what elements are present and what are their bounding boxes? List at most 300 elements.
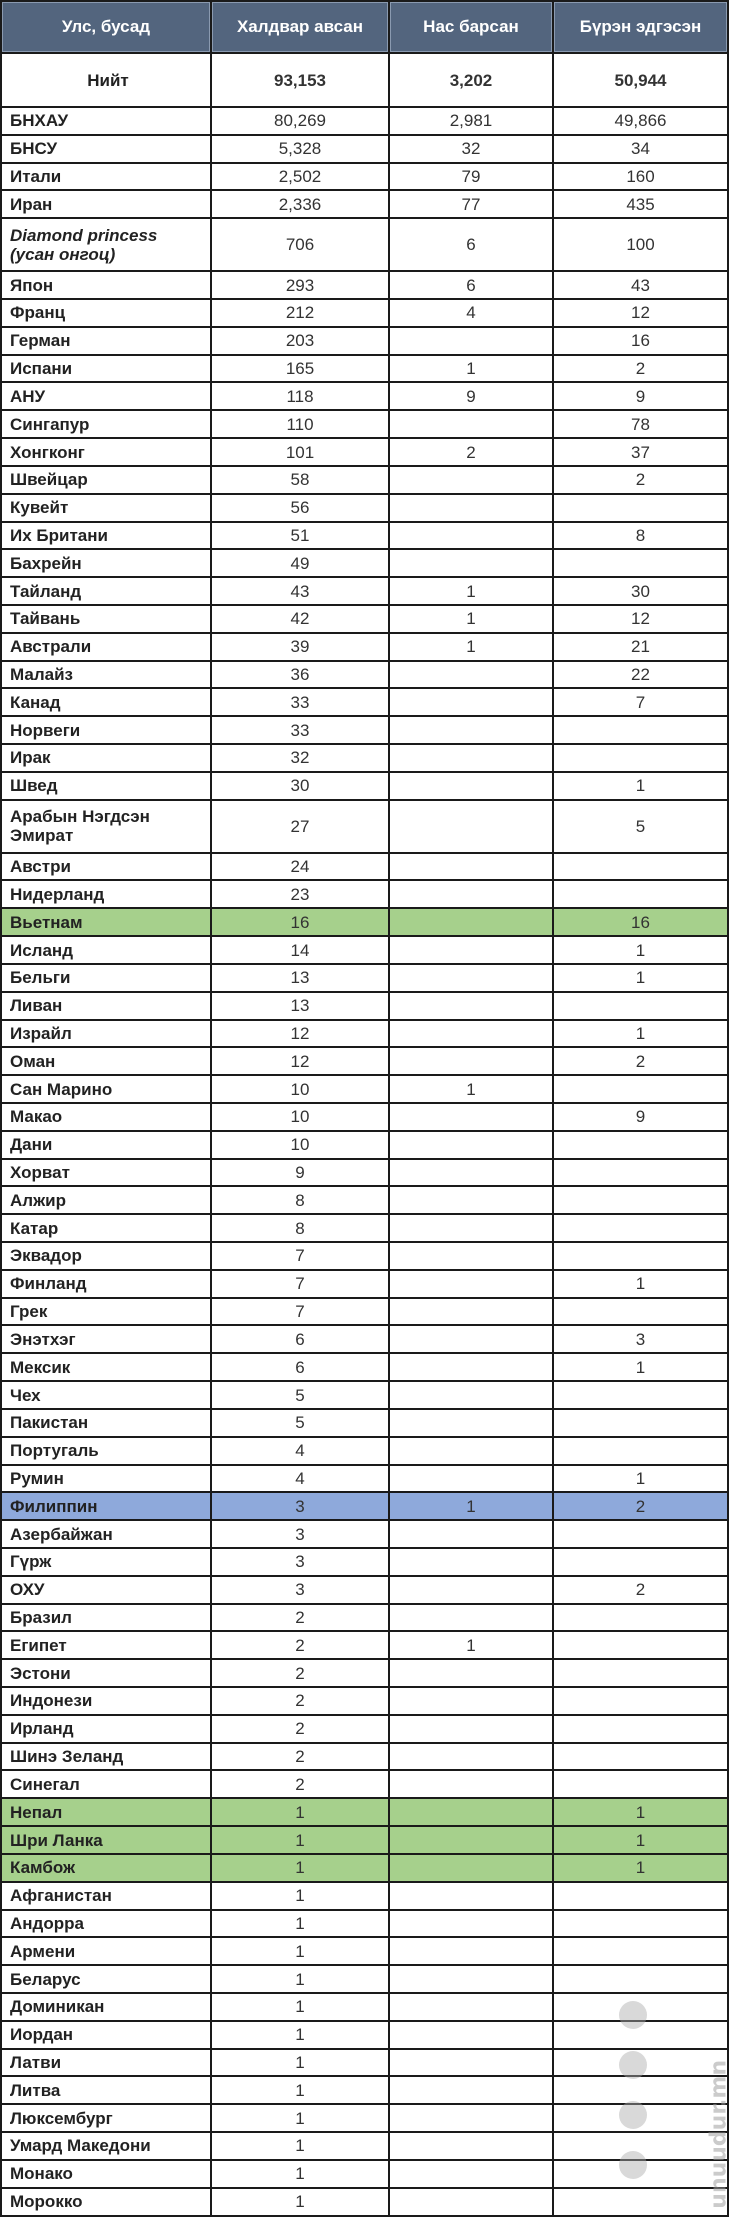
total-label: Нийт (2, 54, 212, 108)
cell-country: Эстони (2, 1660, 212, 1688)
cell-died (390, 717, 554, 745)
cell-country: Испани (2, 356, 212, 384)
table-row (2, 717, 729, 745)
cell-infected: 23 (212, 881, 390, 909)
cell-country: Бахрейн (2, 550, 212, 578)
table-row (2, 2105, 729, 2133)
cell-died (390, 523, 554, 551)
table-row (2, 854, 729, 882)
cell-recovered: 435 (554, 191, 729, 219)
cell-recovered: 1 (554, 1354, 729, 1382)
table-row (2, 1911, 729, 1939)
table-row (2, 2050, 729, 2078)
table-row (2, 300, 729, 328)
cell-country: Грек (2, 1299, 212, 1327)
total-died: 3,202 (390, 54, 554, 108)
cell-country: БНСУ (2, 136, 212, 164)
cell-died: 2 (390, 439, 554, 467)
table-row (2, 662, 729, 690)
cell-recovered: 100 (554, 219, 729, 272)
table-row (2, 411, 729, 439)
cell-infected: 27 (212, 801, 390, 854)
cell-died: 1 (390, 606, 554, 634)
cell-recovered: 16 (554, 909, 729, 937)
table-row (2, 1577, 729, 1605)
cell-recovered (554, 1632, 729, 1660)
cell-infected: 1 (212, 1799, 390, 1827)
cell-infected: 6 (212, 1326, 390, 1354)
cell-infected: 706 (212, 219, 390, 272)
cell-recovered (554, 2133, 729, 2161)
cell-country: Афганистан (2, 1883, 212, 1911)
table-row (2, 1243, 729, 1271)
table-row (2, 523, 729, 551)
cell-infected: 2 (212, 1716, 390, 1744)
cell-died (390, 1938, 554, 1966)
cell-country: Хонгконг (2, 439, 212, 467)
cell-country: Бельги (2, 965, 212, 993)
table-row (2, 1410, 729, 1438)
cell-recovered (554, 2077, 729, 2105)
cell-died: 1 (390, 356, 554, 384)
cell-recovered (554, 1688, 729, 1716)
cell-died (390, 1966, 554, 1994)
cell-country: Хорват (2, 1160, 212, 1188)
cell-infected: 43 (212, 578, 390, 606)
cell-infected: 30 (212, 773, 390, 801)
cell-infected: 2,502 (212, 164, 390, 192)
cell-infected: 1 (212, 2189, 390, 2217)
table-row (2, 1382, 729, 1410)
table-row (2, 2077, 729, 2105)
cell-recovered (554, 1132, 729, 1160)
cell-infected: 8 (212, 1187, 390, 1215)
cell-infected: 4 (212, 1438, 390, 1466)
cell-recovered (554, 1299, 729, 1327)
cell-infected: 8 (212, 1215, 390, 1243)
cell-country: Доминикан (2, 1994, 212, 2022)
cell-died (390, 1688, 554, 1716)
cell-recovered (554, 1911, 729, 1939)
header-died: Нас барсан (390, 2, 554, 54)
table-row (2, 689, 729, 717)
table-row (2, 1994, 729, 2022)
cell-died (390, 965, 554, 993)
cell-infected: 39 (212, 634, 390, 662)
cell-died (390, 467, 554, 495)
cell-country: Сингапур (2, 411, 212, 439)
cell-infected: 1 (212, 2133, 390, 2161)
cell-country: Ирак (2, 745, 212, 773)
table-row (2, 495, 729, 523)
cell-died (390, 1104, 554, 1132)
table-row (2, 578, 729, 606)
table-row (2, 1660, 729, 1688)
cell-died (390, 1299, 554, 1327)
table-row (2, 164, 729, 192)
cell-infected: 10 (212, 1076, 390, 1104)
cell-died (390, 909, 554, 937)
cell-country: Филиппин (2, 1493, 212, 1521)
cell-country: Андорра (2, 1911, 212, 1939)
cell-recovered: 1 (554, 965, 729, 993)
cell-country: Diamond princess (усан онгоц) (2, 219, 212, 272)
cell-recovered (554, 1605, 729, 1633)
cell-infected: 1 (212, 2161, 390, 2189)
cell-infected: 33 (212, 717, 390, 745)
cell-country: Бразил (2, 1605, 212, 1633)
cell-country: Вьетнам (2, 909, 212, 937)
cell-died (390, 1021, 554, 1049)
cell-country: Герман (2, 328, 212, 356)
table-row (2, 1493, 729, 1521)
cell-died (390, 2050, 554, 2078)
cell-died (390, 1326, 554, 1354)
table-row (2, 993, 729, 1021)
cell-country: Финланд (2, 1271, 212, 1299)
cell-country: Япон (2, 272, 212, 300)
cell-infected: 3 (212, 1493, 390, 1521)
cell-recovered (554, 1744, 729, 1772)
cell-recovered: 30 (554, 578, 729, 606)
cell-died: 77 (390, 191, 554, 219)
cell-infected: 203 (212, 328, 390, 356)
cell-recovered: 12 (554, 606, 729, 634)
cell-died (390, 1911, 554, 1939)
cell-infected: 2 (212, 1605, 390, 1633)
cell-infected: 2 (212, 1632, 390, 1660)
table-row (2, 937, 729, 965)
table-row (2, 1716, 729, 1744)
cell-infected: 51 (212, 523, 390, 551)
cell-recovered: 3 (554, 1326, 729, 1354)
table-row (2, 965, 729, 993)
cell-country: Литва (2, 2077, 212, 2105)
cell-country: Камбож (2, 1855, 212, 1883)
cell-infected: 56 (212, 495, 390, 523)
cell-recovered (554, 1994, 729, 2022)
cell-recovered (554, 1410, 729, 1438)
cell-recovered (554, 993, 729, 1021)
table-row (2, 1827, 729, 1855)
cell-infected: 5 (212, 1382, 390, 1410)
table-row (2, 2133, 729, 2161)
cell-recovered: 1 (554, 937, 729, 965)
cell-country: Азербайжан (2, 1521, 212, 1549)
cell-recovered (554, 1521, 729, 1549)
table-row (2, 1883, 729, 1911)
cell-recovered (554, 1382, 729, 1410)
cell-died (390, 411, 554, 439)
cell-infected: 1 (212, 2077, 390, 2105)
cell-recovered (554, 1243, 729, 1271)
table-row (2, 1104, 729, 1132)
cell-infected: 1 (212, 2050, 390, 2078)
cell-infected: 3 (212, 1577, 390, 1605)
cell-infected: 212 (212, 300, 390, 328)
cell-recovered: 2 (554, 467, 729, 495)
cell-recovered: 2 (554, 356, 729, 384)
cell-country: Индонези (2, 1688, 212, 1716)
cell-died: 32 (390, 136, 554, 164)
table-row (2, 801, 729, 854)
cell-country: Дани (2, 1132, 212, 1160)
cell-died (390, 1883, 554, 1911)
cell-infected: 1 (212, 1883, 390, 1911)
cell-country: Иордан (2, 2022, 212, 2050)
cell-infected: 5,328 (212, 136, 390, 164)
cell-infected: 10 (212, 1104, 390, 1132)
cell-infected: 4 (212, 1466, 390, 1494)
cell-country: Австри (2, 854, 212, 882)
cell-infected: 1 (212, 1911, 390, 1939)
cell-infected: 49 (212, 550, 390, 578)
cell-recovered: 2 (554, 1493, 729, 1521)
cell-country: Катар (2, 1215, 212, 1243)
cell-country: Нидерланд (2, 881, 212, 909)
cell-died (390, 1382, 554, 1410)
cell-country: Швед (2, 773, 212, 801)
cell-died (390, 1243, 554, 1271)
cell-country: Австрали (2, 634, 212, 662)
cell-infected: 1 (212, 1994, 390, 2022)
table-row (2, 1299, 729, 1327)
cell-died (390, 1660, 554, 1688)
table-row (2, 1632, 729, 1660)
table-row (2, 1938, 729, 1966)
cell-infected: 12 (212, 1021, 390, 1049)
cell-infected: 7 (212, 1299, 390, 1327)
cell-recovered: 1 (554, 1271, 729, 1299)
table-row (2, 467, 729, 495)
cell-recovered: 8 (554, 523, 729, 551)
table-row (2, 634, 729, 662)
cell-infected: 13 (212, 965, 390, 993)
cell-recovered (554, 1771, 729, 1799)
cell-country: Макао (2, 1104, 212, 1132)
table-row (2, 1688, 729, 1716)
cell-infected: 7 (212, 1271, 390, 1299)
cell-recovered: 2 (554, 1577, 729, 1605)
table-row (2, 1187, 729, 1215)
cell-infected: 12 (212, 1048, 390, 1076)
cell-country: Алжир (2, 1187, 212, 1215)
table-row (2, 1605, 729, 1633)
table-row (2, 328, 729, 356)
cell-died: 1 (390, 1493, 554, 1521)
cell-country: Люксембург (2, 2105, 212, 2133)
watermark-text: unuudur.mn (707, 2060, 732, 2209)
cell-recovered: 1 (554, 1021, 729, 1049)
table-row (2, 1466, 729, 1494)
cell-died (390, 937, 554, 965)
cell-infected: 7 (212, 1243, 390, 1271)
cell-recovered: 1 (554, 773, 729, 801)
cell-recovered (554, 717, 729, 745)
table-row (2, 1744, 729, 1772)
cell-died (390, 773, 554, 801)
cell-died: 6 (390, 272, 554, 300)
cell-died (390, 1994, 554, 2022)
cell-recovered: 21 (554, 634, 729, 662)
cell-died: 1 (390, 578, 554, 606)
cell-recovered: 9 (554, 383, 729, 411)
table-row (2, 1855, 729, 1883)
cell-recovered (554, 1160, 729, 1188)
cell-infected: 16 (212, 909, 390, 937)
cell-country: Румин (2, 1466, 212, 1494)
cell-recovered: 43 (554, 272, 729, 300)
table-row (2, 1521, 729, 1549)
cell-recovered: 49,866 (554, 108, 729, 136)
cell-country: Португаль (2, 1438, 212, 1466)
total-infected: 93,153 (212, 54, 390, 108)
cell-country: Тайвань (2, 606, 212, 634)
cell-country: Гүрж (2, 1549, 212, 1577)
cell-infected: 2 (212, 1660, 390, 1688)
cell-died (390, 1215, 554, 1243)
table-row (2, 383, 729, 411)
cell-died (390, 1855, 554, 1883)
cell-infected: 1 (212, 2105, 390, 2133)
cell-died: 9 (390, 383, 554, 411)
cell-country: Швейцар (2, 467, 212, 495)
header-country: Улс, бусад (2, 2, 212, 54)
cell-died (390, 1799, 554, 1827)
cell-died (390, 1160, 554, 1188)
cell-died (390, 2189, 554, 2217)
cell-recovered: 22 (554, 662, 729, 690)
cell-died (390, 2133, 554, 2161)
cell-died (390, 1771, 554, 1799)
cell-died: 1 (390, 1632, 554, 1660)
cell-died (390, 662, 554, 690)
cell-died (390, 495, 554, 523)
cell-died: 4 (390, 300, 554, 328)
cell-recovered: 16 (554, 328, 729, 356)
cell-country: Беларус (2, 1966, 212, 1994)
table-row (2, 136, 729, 164)
table-row (2, 1326, 729, 1354)
cell-country: БНХАУ (2, 108, 212, 136)
table-row (2, 1271, 729, 1299)
cell-country: Малайз (2, 662, 212, 690)
cell-recovered: 12 (554, 300, 729, 328)
cell-recovered: 5 (554, 801, 729, 854)
cell-country: Франц (2, 300, 212, 328)
cell-died: 2,981 (390, 108, 554, 136)
cell-infected: 118 (212, 383, 390, 411)
cell-infected: 42 (212, 606, 390, 634)
table-row (2, 773, 729, 801)
cell-recovered (554, 745, 729, 773)
cell-infected: 32 (212, 745, 390, 773)
cell-country: Пакистан (2, 1410, 212, 1438)
cell-recovered (554, 881, 729, 909)
cell-infected: 1 (212, 1827, 390, 1855)
cell-country: Морокко (2, 2189, 212, 2217)
cell-died (390, 689, 554, 717)
cell-country: Непал (2, 1799, 212, 1827)
table-row (2, 219, 729, 272)
cell-country: Умард Македони (2, 2133, 212, 2161)
cell-country: Норвеги (2, 717, 212, 745)
total-recovered: 50,944 (554, 54, 729, 108)
cell-recovered: 78 (554, 411, 729, 439)
cell-infected: 14 (212, 937, 390, 965)
cell-recovered (554, 854, 729, 882)
cell-country: Латви (2, 2050, 212, 2078)
cell-died (390, 1466, 554, 1494)
cell-died: 6 (390, 219, 554, 272)
cell-country: Монако (2, 2161, 212, 2189)
cell-recovered (554, 2189, 729, 2217)
total-row (2, 54, 729, 108)
cell-country: Армени (2, 1938, 212, 1966)
cell-country: Оман (2, 1048, 212, 1076)
table-row (2, 439, 729, 467)
table-row (2, 108, 729, 136)
cell-died (390, 1716, 554, 1744)
cell-recovered: 34 (554, 136, 729, 164)
cell-country: Мексик (2, 1354, 212, 1382)
cell-died (390, 881, 554, 909)
cell-infected: 80,269 (212, 108, 390, 136)
cell-recovered (554, 1076, 729, 1104)
table-row (2, 2189, 729, 2217)
cell-died: 79 (390, 164, 554, 192)
cell-infected: 1 (212, 1855, 390, 1883)
cell-recovered: 2 (554, 1048, 729, 1076)
table-row (2, 550, 729, 578)
cell-infected: 10 (212, 1132, 390, 1160)
cell-country: Ливан (2, 993, 212, 1021)
table-row (2, 272, 729, 300)
cell-infected: 2 (212, 1744, 390, 1772)
cell-recovered: 9 (554, 1104, 729, 1132)
cell-recovered: 37 (554, 439, 729, 467)
cell-died: 1 (390, 1076, 554, 1104)
cell-recovered (554, 1438, 729, 1466)
table-row (2, 2022, 729, 2050)
table-row (2, 2161, 729, 2189)
table-row (2, 881, 729, 909)
cell-infected: 6 (212, 1354, 390, 1382)
cell-country: Тайланд (2, 578, 212, 606)
cell-country: Их Британи (2, 523, 212, 551)
cell-infected: 165 (212, 356, 390, 384)
cell-recovered: 1 (554, 1799, 729, 1827)
table-row (2, 356, 729, 384)
cell-recovered: 1 (554, 1466, 729, 1494)
cell-recovered (554, 1938, 729, 1966)
cell-recovered (554, 1660, 729, 1688)
cell-recovered: 7 (554, 689, 729, 717)
cell-infected: 2 (212, 1771, 390, 1799)
cell-recovered (554, 1549, 729, 1577)
cell-infected: 2,336 (212, 191, 390, 219)
cell-country: Египет (2, 1632, 212, 1660)
cell-infected: 110 (212, 411, 390, 439)
cell-country: Энэтхэг (2, 1326, 212, 1354)
cell-country: Чех (2, 1382, 212, 1410)
cell-died (390, 854, 554, 882)
table-row (2, 1799, 729, 1827)
cell-died (390, 1438, 554, 1466)
cell-infected: 33 (212, 689, 390, 717)
header-infected: Халдвар авсан (212, 2, 390, 54)
cell-recovered: 160 (554, 164, 729, 192)
